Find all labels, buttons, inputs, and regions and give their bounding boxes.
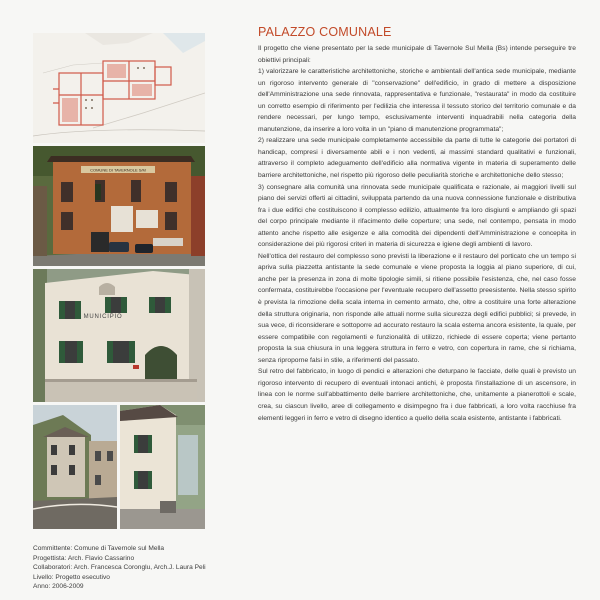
floor-plan-drawing: [33, 33, 205, 143]
paragraph-objective-1: 1) valorizzare le caratteristiche architettoniche, storiche e ambientali dell'antica sede municipale, mediante un rigoroso intervento generale di "conservazione" dell'edificio, in grado di mettere a disposizione dell'Amministrazione una sede rinnovata, rappresentativa e funzionale, "restaurata" in modo da costituire un corretto esempio di riferimento per l'edilizia che interessa il tessuto storico del territorio comunale e da rendere necessari, per lungo tempo, esclusivamente interventi inquadrabili nella categoria della manutenzione, da inserire a loro volta in un "piano di manutenzione programmata";: [258, 68, 576, 133]
paragraph-objective-3: 3) consegnare alla comunità una rinnovata sede municipale qualificata e razionale, ai maggiori livelli sul piano dei servizi offerti ai cittadini, sviluppata partendo da una nuova connessione funzionale e distributiva fra i due edifici che costituiscono il complesso edilizio, attualmente fra loro disgiunti e ampliando gli spazi del corpo principale mediante il rifacimento delle coperture; una sede, nel contempo, pensata in modo attento anche rispetto alle esigenze e alla comodità dei dipendenti dell'Amministrazione e concepita in considerazione dei più rigorosi criteri in materia di sicurezza e igiene degli ambienti di lavoro.: [258, 183, 576, 249]
photo-town-hall-facade: [33, 146, 205, 266]
photo-municipio-facade: [33, 269, 205, 402]
project-credits: [33, 544, 263, 592]
page-title: PALAZZO COMUNALE: [258, 25, 392, 39]
text-column: [258, 25, 576, 424]
paragraph-rear: Sul retro del fabbricato, in luogo di pendici e alterazioni che deturpano le facciate, delle quali è previsto un rigoroso intervento di recupero di eventuali intonaci antichi, è proposta l'installazione di un ascensore, in linea con le norme sull'abbattimento delle barriere architettoniche, che, unitamente a pianerottoli e scale, crea, su ciascun livello, aree di collegamento e disimpegno fra i due fabbricati, a loro volta racchiuse fra elementi leggeri in ferro e vetro di disegno identico a quello della scala esistente, antistante i fabbricati.: [258, 368, 576, 422]
municipio-label: MUNICIPIO: [83, 314, 123, 320]
photo-street-view: [33, 405, 117, 529]
paragraph-objective-2: 2) realizzare una sede municipale completamente accessibile da parte di tutte le categorie dei portatori di handicap, compresi i diversamente abili e i non vedenti, ai massimi standard qualitativi e funzionali, attraverso il completo adeguamento dell'edificio alla normativa vigente in materia di superamento delle barriere architettoniche, nel rispetto più rigoroso delle peculiarità storiche e architettoniche dello stesso;: [258, 137, 576, 180]
credit-year: Anno: 2006-2009: [33, 583, 84, 591]
facade-sign-text: COMUNE DI TAVERNOLE S/M: [90, 167, 146, 173]
paragraph-restoration: Nell'ottica del restauro del complesso sono previsti la liberazione e il restauro del porticato che un tempo si apriva sulla piazzetta antistante la sede comunale e viene proposta la loggia al piano superiore, di cui, anche per la presenza in zona di molte tipologie simili, si ritiene possibile l'esistenza, che, nel caso fosse confermata, costituirebbe l'occasione per l'eventuale recupero dell'assetto preesistente. Nella stesso spirito è prevista la rimozione della scala interna in cemento armato, che, oltre a costituire una forte alterazione della struttura originaria, non risponde alle attuali norme sulla sicurezza degli edifici pubblici; si prevede, in sua vece, di riconsiderare e sottoporre ad accurato restauro la scala esterna ancora esistente, la quale, per essere compatibile con regolamenti e funzionalità di utilizzo, richiede di essere coperta; viene pertanto proposta la sua chiusura in una leggera struttura in ferro e vetro, con copertura in rame, che si richiama, senza riproporne falsi in stile, a riferimenti del passato.: [258, 252, 576, 364]
body-text: [258, 43, 576, 424]
credit-collaborators: Collaboratori: Arch. Francesca Coronglu, Arch.J. Laura Peli: [33, 564, 206, 572]
photo-side-elevation: [120, 405, 205, 529]
credit-client: Committente: Comune di Tavernole sul Mella: [33, 545, 165, 552]
paragraph-intro: Il progetto che viene presentato per la sede municipale di Tavernole Sul Mella (Bs) intende perseguire tre obiettivi principali:: [258, 45, 576, 64]
credit-designer: Progettista: Arch. Flavio Cassarino: [33, 554, 135, 562]
credit-level: Livello: Progetto esecutivo: [33, 573, 110, 581]
